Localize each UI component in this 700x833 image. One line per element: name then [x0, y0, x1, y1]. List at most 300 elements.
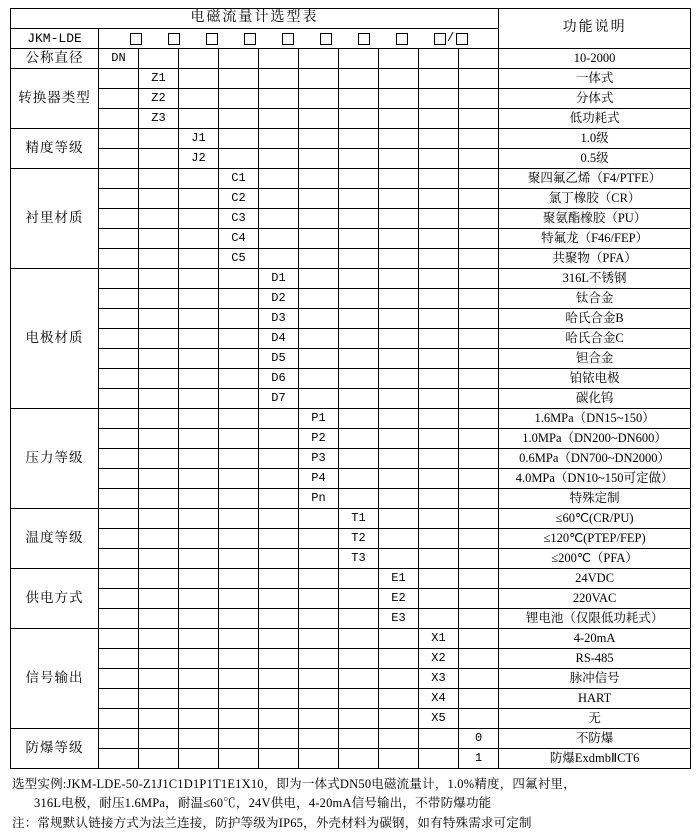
option-description: 哈氏合金B	[499, 309, 691, 329]
empty-cell	[139, 709, 179, 729]
row-label: 公称直径	[11, 49, 99, 69]
empty-cell	[139, 469, 179, 489]
row-label: 防爆等级	[11, 729, 99, 769]
empty-cell	[379, 369, 419, 389]
option-description: 特殊定制	[499, 489, 691, 509]
empty-cell	[99, 69, 139, 89]
empty-cell	[179, 329, 219, 349]
empty-cell	[339, 309, 379, 329]
empty-cell	[419, 309, 459, 329]
empty-cell	[139, 669, 179, 689]
empty-cell	[179, 729, 219, 749]
empty-cell	[299, 309, 339, 329]
empty-cell	[299, 49, 339, 69]
option-code[interactable]: J1	[179, 129, 219, 149]
empty-cell	[419, 109, 459, 129]
table-row	[11, 229, 691, 249]
empty-cell	[339, 189, 379, 209]
table-row	[11, 529, 691, 549]
option-code[interactable]: X5	[419, 709, 459, 729]
code-box[interactable]	[282, 33, 294, 45]
option-description: ≤120℃(PTEP/FEP)	[499, 529, 691, 549]
table-row	[11, 389, 691, 409]
empty-cell	[179, 109, 219, 129]
empty-cell	[99, 509, 139, 529]
empty-cell	[459, 149, 499, 169]
empty-cell	[179, 569, 219, 589]
empty-cell	[139, 289, 179, 309]
empty-cell	[139, 209, 179, 229]
empty-cell	[339, 49, 379, 69]
empty-cell	[459, 629, 499, 649]
empty-cell	[179, 609, 219, 629]
empty-cell	[459, 429, 499, 449]
empty-cell	[139, 349, 179, 369]
empty-cell	[179, 349, 219, 369]
empty-cell	[339, 609, 379, 629]
empty-cell	[99, 709, 139, 729]
empty-cell	[99, 329, 139, 349]
empty-cell	[379, 169, 419, 189]
empty-cell	[339, 429, 379, 449]
empty-cell	[219, 749, 259, 769]
empty-cell	[379, 429, 419, 449]
option-description: 钽合金	[499, 349, 691, 369]
option-description: ≤200℃（PFA）	[499, 549, 691, 569]
empty-cell	[419, 549, 459, 569]
empty-cell	[179, 549, 219, 569]
option-code[interactable]: P1	[299, 409, 339, 429]
function-column-title: 功能说明	[499, 9, 691, 49]
empty-cell	[179, 229, 219, 249]
note-example-line2: 316L电极，耐压1.6MPa，耐温≤60℃，24V供电，4-20mA信号输出，不带防爆功能	[34, 796, 492, 811]
option-code[interactable]: X2	[419, 649, 459, 669]
empty-cell	[179, 269, 219, 289]
option-description: 0.5级	[499, 149, 691, 169]
option-description: 铂铱电极	[499, 369, 691, 389]
empty-cell	[99, 289, 139, 309]
empty-cell	[179, 589, 219, 609]
empty-cell	[379, 89, 419, 109]
empty-cell	[419, 49, 459, 69]
option-code[interactable]: J2	[179, 149, 219, 169]
model-code-boxes	[99, 29, 499, 49]
empty-cell	[379, 509, 419, 529]
table-row	[11, 449, 691, 469]
empty-cell	[419, 189, 459, 209]
option-code[interactable]: P2	[299, 429, 339, 449]
row-label: 温度等级	[11, 509, 99, 569]
empty-cell	[299, 209, 339, 229]
option-description: 无	[499, 709, 691, 729]
empty-cell	[339, 169, 379, 189]
empty-cell	[419, 369, 459, 389]
empty-cell	[299, 389, 339, 409]
table-row	[11, 209, 691, 229]
empty-cell	[259, 49, 299, 69]
table-row	[11, 369, 691, 389]
empty-cell	[419, 509, 459, 529]
empty-cell	[259, 669, 299, 689]
empty-cell	[259, 729, 299, 749]
empty-cell	[459, 289, 499, 309]
option-code[interactable]: X3	[419, 669, 459, 689]
empty-cell	[419, 489, 459, 509]
empty-cell	[419, 129, 459, 149]
empty-cell	[259, 89, 299, 109]
empty-cell	[259, 569, 299, 589]
empty-cell	[139, 189, 179, 209]
option-code[interactable]: D7	[259, 389, 299, 409]
table-row	[11, 709, 691, 729]
empty-cell	[99, 209, 139, 229]
empty-cell	[379, 669, 419, 689]
empty-cell	[459, 409, 499, 429]
empty-cell	[379, 229, 419, 249]
empty-cell	[179, 89, 219, 109]
table-row	[11, 329, 691, 349]
option-description: 分体式	[499, 89, 691, 109]
empty-cell	[259, 449, 299, 469]
option-description: HART	[499, 689, 691, 709]
empty-cell	[299, 229, 339, 249]
empty-cell	[219, 289, 259, 309]
empty-cell	[419, 329, 459, 349]
empty-cell	[419, 229, 459, 249]
empty-cell	[459, 69, 499, 89]
option-description: 钛合金	[499, 289, 691, 309]
empty-cell	[419, 249, 459, 269]
empty-cell	[179, 249, 219, 269]
table-row	[11, 509, 691, 529]
empty-cell	[179, 169, 219, 189]
empty-cell	[299, 169, 339, 189]
code-box[interactable]	[358, 33, 370, 45]
option-code[interactable]: P3	[299, 449, 339, 469]
option-code[interactable]: C1	[219, 169, 259, 189]
empty-cell	[459, 309, 499, 329]
option-code[interactable]: C4	[219, 229, 259, 249]
empty-cell	[139, 269, 179, 289]
empty-cell	[419, 149, 459, 169]
empty-cell	[379, 289, 419, 309]
empty-cell	[299, 589, 339, 609]
empty-cell	[379, 409, 419, 429]
option-description: 316L不锈钢	[499, 269, 691, 289]
empty-cell	[99, 169, 139, 189]
empty-cell	[299, 369, 339, 389]
option-code[interactable]: 1	[459, 749, 499, 769]
empty-cell	[99, 629, 139, 649]
empty-cell	[339, 229, 379, 249]
option-code[interactable]: E3	[379, 609, 419, 629]
empty-cell	[379, 629, 419, 649]
empty-cell	[419, 389, 459, 409]
empty-cell	[339, 669, 379, 689]
empty-cell	[379, 729, 419, 749]
table-row	[11, 189, 691, 209]
option-description: 锂电池（仅限低功耗式）	[499, 609, 691, 629]
option-description: 不防爆	[499, 729, 691, 749]
empty-cell	[259, 249, 299, 269]
empty-cell	[459, 349, 499, 369]
empty-cell	[259, 469, 299, 489]
empty-cell	[219, 349, 259, 369]
empty-cell	[179, 669, 219, 689]
empty-cell	[459, 249, 499, 269]
empty-cell	[339, 569, 379, 589]
empty-cell	[219, 329, 259, 349]
empty-cell	[139, 629, 179, 649]
table-row	[11, 429, 691, 449]
option-code[interactable]: E1	[379, 569, 419, 589]
code-box[interactable]	[434, 33, 446, 45]
option-code[interactable]: T3	[339, 549, 379, 569]
empty-cell	[379, 69, 419, 89]
row-label: 电极材质	[11, 269, 99, 409]
option-code[interactable]: E2	[379, 589, 419, 609]
empty-cell	[339, 369, 379, 389]
empty-cell	[179, 749, 219, 769]
empty-cell	[99, 449, 139, 469]
table-row	[11, 69, 691, 89]
option-code[interactable]: DN	[99, 49, 139, 69]
option-code[interactable]: X1	[419, 629, 459, 649]
empty-cell	[219, 649, 259, 669]
empty-cell	[339, 449, 379, 469]
option-code[interactable]: C2	[219, 189, 259, 209]
table-row	[11, 89, 691, 109]
empty-cell	[299, 529, 339, 549]
selection-table	[10, 8, 691, 769]
option-code[interactable]: C3	[219, 209, 259, 229]
empty-cell	[139, 589, 179, 609]
code-box[interactable]	[244, 33, 256, 45]
empty-cell	[139, 509, 179, 529]
option-code[interactable]: Z2	[139, 89, 179, 109]
option-code[interactable]: T1	[339, 509, 379, 529]
empty-cell	[339, 589, 379, 609]
option-code[interactable]: Pn	[299, 489, 339, 509]
option-code[interactable]: D5	[259, 349, 299, 369]
empty-cell	[219, 89, 259, 109]
code-box[interactable]	[168, 33, 180, 45]
empty-cell	[299, 269, 339, 289]
empty-cell	[179, 49, 219, 69]
code-box[interactable]	[396, 33, 408, 45]
option-code[interactable]: C5	[219, 249, 259, 269]
option-code[interactable]: Z3	[139, 109, 179, 129]
row-label: 转换器类型	[11, 69, 99, 129]
option-description: 碳化钨	[499, 389, 691, 409]
empty-cell	[339, 469, 379, 489]
empty-cell	[139, 429, 179, 449]
table-row	[11, 729, 691, 749]
option-code[interactable]: T2	[339, 529, 379, 549]
empty-cell	[99, 389, 139, 409]
option-description: 1.0级	[499, 129, 691, 149]
option-description: 一体式	[499, 69, 691, 89]
empty-cell	[219, 269, 259, 289]
empty-cell	[419, 529, 459, 549]
empty-cell	[459, 509, 499, 529]
empty-cell	[339, 269, 379, 289]
empty-cell	[179, 649, 219, 669]
row-label: 压力等级	[11, 409, 99, 509]
empty-cell	[379, 709, 419, 729]
code-box[interactable]	[320, 33, 332, 45]
empty-cell	[299, 609, 339, 629]
empty-cell	[219, 369, 259, 389]
empty-cell	[459, 689, 499, 709]
table-row	[11, 489, 691, 509]
table-row	[11, 49, 691, 69]
empty-cell	[419, 289, 459, 309]
empty-cell	[139, 309, 179, 329]
empty-cell	[339, 389, 379, 409]
empty-cell	[99, 489, 139, 509]
empty-cell	[99, 609, 139, 629]
empty-cell	[459, 109, 499, 129]
empty-cell	[379, 389, 419, 409]
empty-cell	[219, 669, 259, 689]
option-code[interactable]: D4	[259, 329, 299, 349]
option-code[interactable]: Z1	[139, 69, 179, 89]
empty-cell	[379, 329, 419, 349]
empty-cell	[99, 149, 139, 169]
row-label: 供电方式	[11, 569, 99, 629]
empty-cell	[419, 449, 459, 469]
empty-cell	[99, 649, 139, 669]
model-prefix-label: JKM-LDE	[11, 29, 99, 49]
empty-cell	[459, 189, 499, 209]
empty-cell	[379, 109, 419, 129]
empty-cell	[459, 569, 499, 589]
empty-cell	[339, 349, 379, 369]
option-code[interactable]: P4	[299, 469, 339, 489]
empty-cell	[99, 109, 139, 129]
option-description: ≤60℃(CR/PU)	[499, 509, 691, 529]
selection-table-body	[11, 9, 691, 769]
empty-cell	[259, 509, 299, 529]
empty-cell	[459, 329, 499, 349]
empty-cell	[219, 709, 259, 729]
empty-cell	[179, 309, 219, 329]
empty-cell	[379, 449, 419, 469]
empty-cell	[299, 329, 339, 349]
empty-cell	[419, 469, 459, 489]
empty-cell	[459, 649, 499, 669]
empty-cell	[339, 649, 379, 669]
empty-cell	[139, 729, 179, 749]
empty-cell	[459, 49, 499, 69]
empty-cell	[459, 229, 499, 249]
empty-cell	[339, 109, 379, 129]
empty-cell	[99, 729, 139, 749]
empty-cell	[459, 589, 499, 609]
code-box[interactable]	[130, 33, 142, 45]
empty-cell	[459, 169, 499, 189]
empty-cell	[459, 669, 499, 689]
slash-separator: /	[446, 31, 455, 46]
empty-cell	[219, 309, 259, 329]
option-description: 1.6MPa（DN15~150）	[499, 409, 691, 429]
note-default-line: 注：常规默认链接方式为法兰连接，防护等级为IP65，外壳材料为碳钢，如有特殊需求可定制	[12, 815, 532, 830]
empty-cell	[419, 269, 459, 289]
table-row	[11, 569, 691, 589]
empty-cell	[99, 549, 139, 569]
table-title-row	[11, 9, 691, 29]
empty-cell	[139, 389, 179, 409]
empty-cell	[139, 169, 179, 189]
table-row	[11, 149, 691, 169]
empty-cell	[299, 629, 339, 649]
code-box[interactable]	[456, 33, 468, 45]
option-description: 聚四氟乙烯（F4/PTFE）	[499, 169, 691, 189]
empty-cell	[179, 69, 219, 89]
empty-cell	[99, 669, 139, 689]
option-code[interactable]: D6	[259, 369, 299, 389]
empty-cell	[339, 209, 379, 229]
empty-cell	[459, 609, 499, 629]
empty-cell	[99, 189, 139, 209]
empty-cell	[259, 549, 299, 569]
table-row	[11, 129, 691, 149]
empty-cell	[459, 709, 499, 729]
option-code[interactable]: X4	[419, 689, 459, 709]
empty-cell	[139, 369, 179, 389]
empty-cell	[339, 129, 379, 149]
empty-cell	[459, 369, 499, 389]
empty-cell	[339, 749, 379, 769]
option-code[interactable]: D2	[259, 289, 299, 309]
empty-cell	[419, 409, 459, 429]
empty-cell	[179, 409, 219, 429]
empty-cell	[299, 689, 339, 709]
code-box[interactable]	[206, 33, 218, 45]
empty-cell	[259, 169, 299, 189]
option-code[interactable]: D1	[259, 269, 299, 289]
table-title: 电磁流量计选型表	[11, 9, 499, 29]
empty-cell	[99, 129, 139, 149]
empty-cell	[219, 109, 259, 129]
empty-cell	[419, 169, 459, 189]
option-description: 1.0MPa（DN200~DN600）	[499, 429, 691, 449]
empty-cell	[379, 149, 419, 169]
empty-cell	[179, 289, 219, 309]
table-row	[11, 169, 691, 189]
option-code[interactable]: D3	[259, 309, 299, 329]
table-row	[11, 409, 691, 429]
empty-cell	[299, 649, 339, 669]
empty-cell	[99, 429, 139, 449]
empty-cell	[99, 409, 139, 429]
empty-cell	[379, 309, 419, 329]
empty-cell	[379, 469, 419, 489]
empty-cell	[419, 89, 459, 109]
table-row	[11, 629, 691, 649]
empty-cell	[459, 389, 499, 409]
empty-cell	[379, 689, 419, 709]
empty-cell	[179, 529, 219, 549]
empty-cell	[379, 749, 419, 769]
empty-cell	[419, 749, 459, 769]
option-code[interactable]: 0	[459, 729, 499, 749]
empty-cell	[99, 229, 139, 249]
empty-cell	[259, 69, 299, 89]
empty-cell	[179, 429, 219, 449]
empty-cell	[459, 549, 499, 569]
